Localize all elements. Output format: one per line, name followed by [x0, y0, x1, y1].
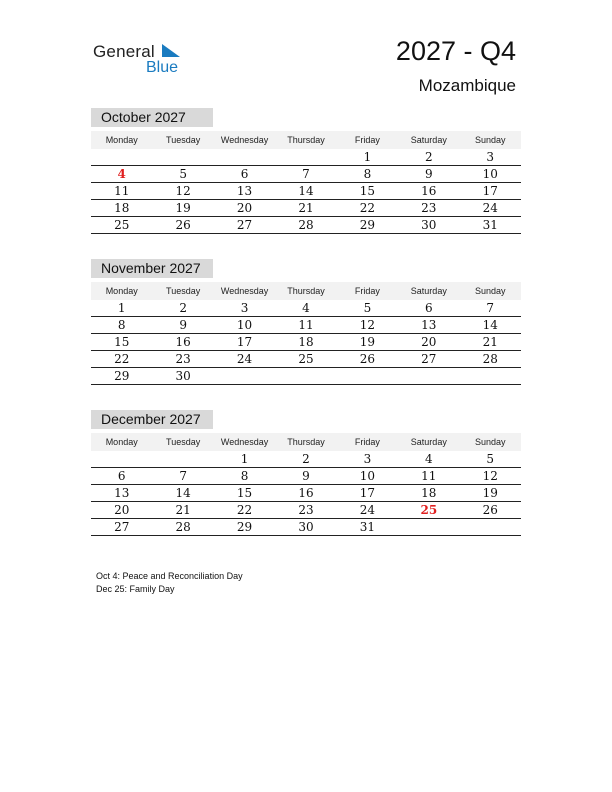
weekday-label: Monday: [105, 286, 138, 296]
weekday-label: Monday: [105, 135, 138, 145]
weekday-label: Friday: [354, 286, 380, 296]
month-title: October 2027: [91, 108, 213, 127]
day-cell: 16: [298, 486, 314, 500]
day-cell: 30: [298, 520, 314, 534]
day-cell: 12: [482, 469, 498, 483]
day-cell: 20: [421, 335, 437, 349]
day-cell: 29: [236, 520, 253, 534]
week-row: [91, 451, 521, 468]
week-row: [91, 317, 521, 334]
weekday-label: Sunday: [474, 135, 506, 145]
week-row: [91, 183, 521, 200]
day-cell: [152, 451, 213, 467]
weekday-label: Tuesday: [166, 135, 201, 145]
weekday-label: Tuesday: [166, 286, 201, 296]
day-cell: 17: [236, 335, 253, 349]
day-cell: [460, 368, 521, 384]
weekday-header-row: [91, 282, 521, 300]
day-cell: 9: [179, 318, 187, 332]
day-cell: [398, 368, 459, 384]
day-cell: 10: [359, 469, 376, 483]
day-cell: 26: [175, 218, 191, 232]
week-row: [91, 300, 521, 317]
day-cell: 21: [298, 201, 314, 215]
day-cell: 22: [114, 352, 130, 366]
day-cell: 2: [179, 301, 187, 315]
weekday-label: Saturday: [410, 286, 447, 296]
weekday-label: Friday: [354, 437, 380, 447]
day-cell: 11: [421, 469, 437, 483]
day-cell: 27: [236, 218, 253, 232]
day-cell: 13: [114, 486, 130, 500]
day-cell: 5: [363, 301, 372, 315]
day-cell: 14: [482, 318, 498, 332]
day-cell: 2: [302, 452, 310, 466]
day-cell: 15: [114, 335, 130, 349]
day-cell: 6: [117, 469, 126, 483]
day-cell: 19: [482, 486, 498, 500]
weekday-label: Wednesday: [220, 437, 269, 447]
page-title: 2027 - Q4: [395, 36, 516, 66]
month-november: [91, 259, 521, 385]
day-cell: 10: [482, 167, 498, 181]
week-row: [91, 519, 521, 536]
day-cell: 20: [236, 201, 253, 215]
day-cell: 12: [359, 318, 376, 332]
day-cell: [91, 451, 152, 467]
week-row: [91, 334, 521, 351]
day-cell: 15: [236, 486, 253, 500]
day-cell: 27: [114, 520, 130, 534]
day-cell: 7: [486, 301, 495, 315]
day-cell: 14: [175, 486, 191, 500]
day-cell: 1: [240, 452, 249, 466]
weekday-label: Thursday: [287, 286, 325, 296]
day-cell: [460, 519, 521, 535]
day-cell: [275, 368, 336, 384]
day-cell: 8: [363, 167, 372, 181]
day-cell: [91, 149, 152, 165]
day-cell: [214, 149, 275, 165]
week-row: [91, 166, 521, 183]
day-cell: 28: [298, 218, 314, 232]
day-cell: 6: [240, 167, 249, 181]
holiday-notes: [96, 570, 243, 595]
day-cell: 17: [359, 486, 376, 500]
day-cell: 30: [421, 218, 437, 232]
day-cell: 11: [298, 318, 314, 332]
day-cell: 4: [302, 301, 310, 315]
week-row: [91, 485, 521, 502]
day-cell: 5: [486, 452, 495, 466]
day-cell: 12: [175, 184, 191, 198]
day-cell: 16: [175, 335, 191, 349]
day-cell: 19: [359, 335, 376, 349]
day-cell: 8: [117, 318, 126, 332]
logo-word-blue: Blue: [146, 59, 179, 76]
day-cell: 24: [359, 503, 376, 517]
day-cell: [337, 368, 398, 384]
week-row: [91, 200, 521, 217]
weekday-label: Saturday: [410, 437, 447, 447]
day-cell: 30: [175, 369, 191, 383]
day-cell: 7: [302, 167, 310, 181]
weekday-label: Wednesday: [220, 286, 269, 296]
day-cell: 21: [175, 503, 191, 517]
weekday-label: Thursday: [287, 437, 325, 447]
day-cell: 17: [482, 184, 498, 198]
day-cell: 11: [114, 184, 130, 198]
day-cell: 31: [482, 218, 498, 232]
day-cell: 25: [114, 218, 130, 232]
weekday-header-row: [91, 433, 521, 451]
week-row: [91, 149, 521, 166]
day-cell: 23: [298, 503, 314, 517]
weekday-label: Sunday: [474, 286, 506, 296]
generalblue-logo: [93, 40, 193, 80]
day-cell: 15: [359, 184, 376, 198]
day-cell: 9: [425, 167, 433, 181]
week-row: [91, 468, 521, 485]
day-cell: 21: [482, 335, 498, 349]
day-cell: 29: [359, 218, 376, 232]
day-cell: 8: [240, 469, 249, 483]
day-cell: 4: [425, 452, 433, 466]
weekday-header-row: [91, 131, 521, 149]
holiday-day-cell: 25: [420, 503, 438, 517]
day-cell: 22: [236, 503, 253, 517]
weekday-label: Sunday: [474, 437, 506, 447]
week-row: [91, 217, 521, 234]
day-cell: 13: [236, 184, 253, 198]
weekday-label: Saturday: [410, 135, 447, 145]
day-cell: 28: [175, 520, 191, 534]
day-cell: 5: [179, 167, 187, 181]
day-cell: [152, 149, 213, 165]
day-cell: 14: [298, 184, 314, 198]
day-cell: 25: [298, 352, 314, 366]
day-cell: 3: [486, 150, 495, 164]
day-cell: 1: [363, 150, 372, 164]
day-cell: [214, 368, 275, 384]
day-cell: 1: [117, 301, 126, 315]
day-cell: 20: [114, 503, 130, 517]
week-row: [91, 368, 521, 385]
logo-triangle-icon: [162, 44, 182, 58]
weekday-label: Thursday: [287, 135, 325, 145]
calendar-grid: [91, 433, 521, 536]
day-cell: 23: [421, 201, 437, 215]
holiday-note: Dec 25: Family Day: [96, 583, 175, 594]
day-cell: 6: [425, 301, 433, 315]
day-cell: 3: [363, 452, 372, 466]
day-cell: 22: [359, 201, 376, 215]
day-cell: 31: [359, 520, 376, 534]
month-title: November 2027: [91, 259, 213, 278]
day-cell: 16: [421, 184, 437, 198]
holiday-note: Oct 4: Peace and Reconciliation Day: [96, 571, 243, 581]
day-cell: 13: [421, 318, 437, 332]
day-cell: 24: [236, 352, 253, 366]
day-cell: 18: [114, 201, 130, 215]
weekday-label: Wednesday: [220, 135, 269, 145]
month-october: [91, 108, 521, 234]
day-cell: 9: [302, 469, 310, 483]
day-cell: 7: [179, 469, 187, 483]
week-row: [91, 502, 521, 519]
day-cell: 28: [482, 352, 498, 366]
day-cell: 2: [425, 150, 433, 164]
holiday-day-cell: 4: [117, 167, 126, 181]
day-cell: [398, 519, 459, 535]
day-cell: 19: [175, 201, 191, 215]
country-name: Mozambique: [418, 76, 516, 95]
day-cell: 24: [482, 201, 498, 215]
day-cell: 10: [236, 318, 253, 332]
week-row: [91, 351, 521, 368]
day-cell: 26: [359, 352, 376, 366]
month-december: [91, 410, 521, 536]
day-cell: 27: [421, 352, 437, 366]
calendar-grid: [91, 131, 521, 234]
day-cell: [275, 149, 336, 165]
weekday-label: Tuesday: [166, 437, 201, 447]
weekday-label: Friday: [354, 135, 380, 145]
logo-word-general: General: [93, 42, 155, 61]
day-cell: 26: [482, 503, 498, 517]
weekday-label: Monday: [105, 437, 138, 447]
day-cell: 3: [240, 301, 249, 315]
day-cell: 23: [175, 352, 191, 366]
day-cell: 29: [114, 369, 130, 383]
day-cell: 18: [298, 335, 314, 349]
day-cell: 18: [421, 486, 437, 500]
calendar-grid: [91, 282, 521, 385]
month-title: December 2027: [91, 410, 213, 429]
